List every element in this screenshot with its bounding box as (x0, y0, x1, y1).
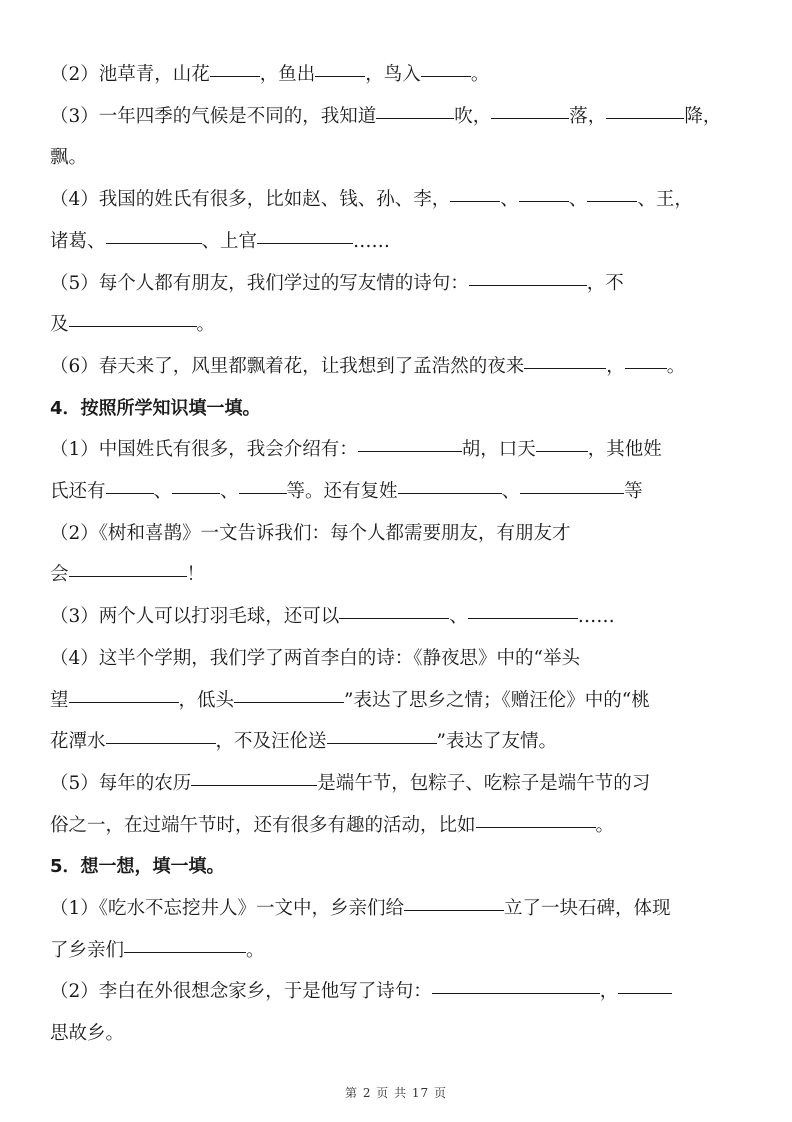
s4-item-1-line-1: （1）中国姓氏有很多，我会介绍有： 胡，口天 ，其他姓 (50, 439, 662, 461)
fill-blank[interactable] (376, 117, 454, 119)
s5-item-1-line-2: 了乡亲们 。 (50, 939, 265, 961)
fill-blank[interactable] (468, 617, 578, 619)
fill-blank[interactable] (587, 200, 637, 202)
fill-blank[interactable] (69, 575, 187, 577)
fill-blank[interactable] (625, 367, 667, 369)
worksheet-content (50, 54, 750, 1055)
fill-blank[interactable] (315, 75, 365, 77)
s4-item-2-line-1: （2）《树和喜鹊》一文告诉我们：每个人都需要朋友，有朋友才 (50, 522, 571, 544)
item-4-line-2: 诸葛、 、上官 …… (50, 230, 391, 252)
fill-blank[interactable] (398, 492, 502, 494)
item-2-line-1: （2）池草青，山花 ，鱼出 ，鸟入 。 (50, 64, 490, 85)
page-footer: 第 2 页 共 17 页 (345, 1086, 447, 1100)
item-5-line-1: （5）每个人都有朋友，我们学过的写友情的诗句： ，不 (50, 272, 624, 294)
fill-blank[interactable] (450, 200, 500, 202)
fill-blank[interactable] (524, 367, 606, 369)
s4-item-3-line-1: （3）两个人可以打羽毛球，还可以 、 …… (50, 606, 615, 628)
fill-blank[interactable] (106, 492, 154, 494)
section-5-heading: 5．想一想，填一填。 (50, 856, 225, 878)
s4-item-4-line-3: 花潭水 ，不及汪伦送 ”表达了友情。 (50, 731, 557, 753)
item-4-line-1: （4）我国的姓氏有很多，比如赵、钱、孙、李， 、 、 、王， (50, 189, 693, 211)
fill-blank[interactable] (339, 617, 449, 619)
fill-blank[interactable] (106, 742, 216, 744)
fill-blank[interactable] (469, 284, 587, 286)
fill-blank[interactable] (106, 242, 202, 244)
s4-item-5-line-1: （5）每年的农历 是端午节，包粽子、吃粽子是端午节的习 (50, 772, 651, 794)
s5-item-2-line-2: 思故乡。 (50, 1023, 125, 1045)
fill-blank[interactable] (239, 492, 287, 494)
item-5-line-2: 及 。 (50, 314, 216, 336)
fill-blank[interactable] (618, 992, 672, 994)
fill-blank[interactable] (520, 492, 624, 494)
fill-blank[interactable] (210, 75, 260, 77)
item-3-line-1: （3）一年四季的气候是不同的，我知道 吹， 落， 降， (50, 105, 722, 127)
s5-item-2-line-1: （2）李白在外很想念家乡，于是他写了诗句： ， (50, 971, 750, 1013)
s4-item-2-line-2: 会 ！ (50, 564, 206, 586)
fill-blank[interactable] (327, 742, 437, 744)
section-4-heading: 4．按照所学知识填一填。 (50, 397, 261, 419)
fill-blank[interactable] (606, 117, 684, 119)
item-6-line-1: （6）春天来了，风里都飘着花，让我想到了孟浩然的夜来 ， 。 (50, 355, 686, 377)
fill-blank[interactable] (234, 701, 344, 703)
s4-item-5-line-2: 俗之一，在过端午节时，还有很多有趣的活动，比如 。 (50, 814, 615, 836)
fill-blank[interactable] (69, 325, 197, 327)
s5-item-1-line-1: （1）《吃水不忘挖井人》一文中，乡亲们给 立了一块石碑，体现 (50, 898, 671, 920)
fill-blank[interactable] (69, 701, 179, 703)
fill-blank[interactable] (432, 992, 600, 994)
fill-blank[interactable] (257, 242, 353, 244)
fill-blank[interactable] (172, 492, 220, 494)
fill-blank[interactable] (421, 75, 471, 77)
fill-blank[interactable] (404, 909, 504, 911)
s4-item-1-line-2: 氏还有 、 、 等。还有复姓 、 等 (50, 481, 643, 503)
fill-blank[interactable] (124, 951, 246, 953)
fill-blank[interactable] (536, 450, 588, 452)
s4-item-4-line-1: （4）这半个学期，我们学了两首李白的诗：《静夜思》中的“举头 (50, 647, 580, 669)
fill-blank[interactable] (491, 117, 569, 119)
fill-blank[interactable] (519, 200, 569, 202)
fill-blank[interactable] (358, 450, 462, 452)
fill-blank[interactable] (476, 826, 596, 828)
s4-item-4-line-2: 望 ，低头 ”表达了思乡之情；《赠汪伦》中的“桃 (50, 689, 650, 711)
fill-blank[interactable] (191, 784, 317, 786)
item-3-line-2: 飘。 (50, 147, 88, 169)
